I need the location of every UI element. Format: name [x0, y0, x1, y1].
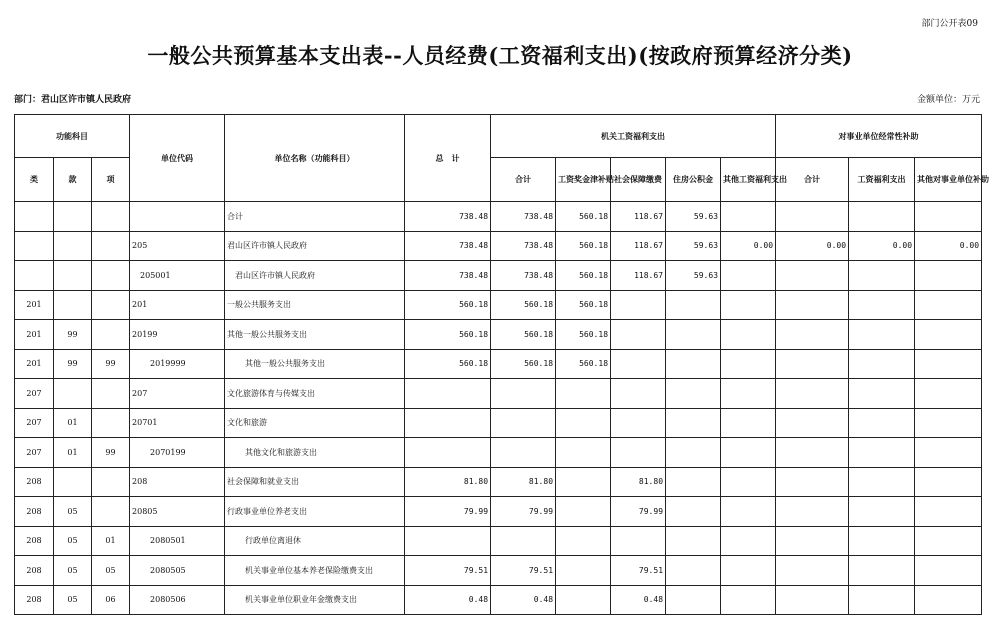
cell-subsidy-wage	[849, 467, 915, 497]
cell-subsidy-sum	[776, 290, 849, 320]
cell-lei: 208	[15, 585, 54, 615]
cell-xiang	[92, 261, 130, 291]
cell-unit-name: 合计	[225, 202, 405, 232]
cell-other-wage	[721, 526, 776, 556]
cell-wage-bonus: 560.18	[556, 202, 611, 232]
cell-lei: 207	[15, 438, 54, 468]
form-number: 部门公开表09	[921, 19, 978, 29]
cell-unit-code: 2080506	[130, 585, 225, 615]
cell-unit-code: 20199	[130, 320, 225, 350]
cell-housing-fund: 59.63	[666, 231, 721, 261]
cell-unit-name: 文化和旅游	[225, 408, 405, 438]
cell-unit-name: 君山区许市镇人民政府	[225, 231, 405, 261]
header-subsidy-other: 其他对事业单位补助	[915, 158, 982, 202]
header-unit-name: 单位名称（功能科目）	[225, 115, 405, 202]
cell-unit-name: 一般公共服务支出	[225, 290, 405, 320]
cell-subsidy-other	[915, 438, 982, 468]
cell-wage-bonus	[556, 556, 611, 586]
header-subsidy-group: 对事业单位经常性补助	[776, 115, 982, 158]
cell-other-wage	[721, 290, 776, 320]
cell-lei: 201	[15, 290, 54, 320]
cell-other-wage	[721, 379, 776, 409]
cell-subsidy-other	[915, 261, 982, 291]
cell-social-security	[611, 320, 666, 350]
header-unit-code: 单位代码	[130, 115, 225, 202]
cell-xiang	[92, 379, 130, 409]
cell-subsidy-sum	[776, 497, 849, 527]
cell-total: 0.48	[405, 585, 491, 615]
cell-kuan: 99	[54, 349, 92, 379]
cell-total: 738.48	[405, 261, 491, 291]
header-func-group: 功能科目	[15, 115, 130, 158]
cell-xiang: 99	[92, 349, 130, 379]
cell-unit-name: 机关事业单位职业年金缴费支出	[225, 585, 405, 615]
cell-unit-code	[130, 202, 225, 232]
cell-unit-code: 2080505	[130, 556, 225, 586]
table-row	[15, 408, 982, 438]
cell-subsidy-sum	[776, 585, 849, 615]
cell-subsidy-other	[915, 497, 982, 527]
cell-unit-name: 行政单位离退休	[225, 526, 405, 556]
cell-subsidy-other	[915, 556, 982, 586]
cell-subsidy-wage	[849, 261, 915, 291]
cell-agency-sum: 738.48	[491, 261, 556, 291]
cell-xiang	[92, 497, 130, 527]
table-row	[15, 379, 982, 409]
cell-subsidy-wage	[849, 408, 915, 438]
cell-unit-name: 文化旅游体育与传媒支出	[225, 379, 405, 409]
cell-unit-code: 20805	[130, 497, 225, 527]
cell-subsidy-other	[915, 526, 982, 556]
cell-housing-fund	[666, 438, 721, 468]
header-agency-group: 机关工资福利支出	[491, 115, 776, 158]
cell-subsidy-sum	[776, 467, 849, 497]
cell-subsidy-other	[915, 585, 982, 615]
cell-lei: 201	[15, 320, 54, 350]
cell-unit-code: 2019999	[130, 349, 225, 379]
cell-agency-sum: 79.51	[491, 556, 556, 586]
cell-social-security: 118.67	[611, 231, 666, 261]
department-label: 部门：君山区许市镇人民政府	[14, 95, 132, 105]
table-row	[15, 467, 982, 497]
cell-housing-fund	[666, 585, 721, 615]
header-kuan: 款	[54, 158, 92, 202]
cell-total: 560.18	[405, 290, 491, 320]
cell-housing-fund	[666, 379, 721, 409]
cell-other-wage	[721, 320, 776, 350]
cell-subsidy-sum	[776, 556, 849, 586]
cell-social-security: 118.67	[611, 261, 666, 291]
cell-wage-bonus	[556, 585, 611, 615]
cell-unit-name: 君山区许市镇人民政府	[225, 261, 405, 291]
header-xiang: 项	[92, 158, 130, 202]
cell-lei	[15, 231, 54, 261]
cell-housing-fund	[666, 408, 721, 438]
cell-wage-bonus: 560.18	[556, 349, 611, 379]
cell-lei	[15, 261, 54, 291]
cell-subsidy-wage	[849, 202, 915, 232]
cell-housing-fund: 59.63	[666, 202, 721, 232]
cell-subsidy-sum	[776, 349, 849, 379]
table-row	[15, 497, 982, 527]
cell-agency-sum	[491, 438, 556, 468]
table-row	[15, 320, 982, 350]
cell-housing-fund	[666, 497, 721, 527]
cell-other-wage	[721, 408, 776, 438]
cell-subsidy-other	[915, 408, 982, 438]
cell-lei: 207	[15, 379, 54, 409]
cell-wage-bonus	[556, 526, 611, 556]
cell-unit-name: 其他文化和旅游支出	[225, 438, 405, 468]
cell-housing-fund	[666, 467, 721, 497]
cell-housing-fund: 59.63	[666, 261, 721, 291]
cell-housing-fund	[666, 320, 721, 350]
table-row	[15, 231, 982, 261]
cell-total	[405, 438, 491, 468]
cell-unit-code: 205001	[130, 261, 225, 291]
amount-unit-label: 金额单位：万元	[916, 95, 980, 105]
cell-agency-sum: 560.18	[491, 349, 556, 379]
table-row	[15, 290, 982, 320]
cell-wage-bonus	[556, 438, 611, 468]
header-housing-fund: 住房公积金	[666, 158, 721, 202]
cell-agency-sum	[491, 526, 556, 556]
cell-agency-sum: 0.48	[491, 585, 556, 615]
cell-lei: 208	[15, 526, 54, 556]
cell-social-security	[611, 438, 666, 468]
cell-kuan: 01	[54, 438, 92, 468]
cell-other-wage	[721, 497, 776, 527]
cell-subsidy-wage	[849, 320, 915, 350]
cell-agency-sum: 738.48	[491, 202, 556, 232]
cell-subsidy-wage	[849, 556, 915, 586]
cell-kuan: 99	[54, 320, 92, 350]
cell-subsidy-other	[915, 467, 982, 497]
table-row	[15, 556, 982, 586]
cell-xiang	[92, 320, 130, 350]
header-social-security: 社会保障缴费	[611, 158, 666, 202]
cell-total: 81.80	[405, 467, 491, 497]
cell-lei: 208	[15, 467, 54, 497]
cell-unit-code: 20701	[130, 408, 225, 438]
cell-other-wage	[721, 556, 776, 586]
cell-social-security: 81.80	[611, 467, 666, 497]
cell-subsidy-sum	[776, 379, 849, 409]
cell-subsidy-wage	[849, 497, 915, 527]
budget-table	[14, 114, 990, 615]
cell-housing-fund	[666, 349, 721, 379]
cell-subsidy-other	[915, 349, 982, 379]
cell-social-security	[611, 290, 666, 320]
cell-subsidy-wage	[849, 290, 915, 320]
header-row-1	[15, 115, 982, 158]
cell-wage-bonus	[556, 408, 611, 438]
cell-wage-bonus	[556, 467, 611, 497]
cell-subsidy-sum	[776, 408, 849, 438]
cell-lei: 201	[15, 349, 54, 379]
cell-subsidy-wage	[849, 438, 915, 468]
table-row	[15, 526, 982, 556]
cell-subsidy-other	[915, 320, 982, 350]
cell-agency-sum: 560.18	[491, 320, 556, 350]
cell-total: 79.99	[405, 497, 491, 527]
cell-social-security	[611, 379, 666, 409]
cell-kuan	[54, 261, 92, 291]
cell-wage-bonus: 560.18	[556, 290, 611, 320]
cell-kuan: 05	[54, 556, 92, 586]
cell-other-wage	[721, 261, 776, 291]
cell-subsidy-wage	[849, 585, 915, 615]
cell-other-wage	[721, 585, 776, 615]
cell-subsidy-sum	[776, 526, 849, 556]
cell-subsidy-other	[915, 202, 982, 232]
cell-xiang: 06	[92, 585, 130, 615]
cell-social-security: 0.48	[611, 585, 666, 615]
cell-unit-code: 201	[130, 290, 225, 320]
cell-total: 560.18	[405, 349, 491, 379]
cell-unit-code: 207	[130, 379, 225, 409]
cell-unit-code: 205	[130, 231, 225, 261]
cell-wage-bonus: 560.18	[556, 231, 611, 261]
cell-kuan	[54, 231, 92, 261]
cell-other-wage: 0.00	[721, 231, 776, 261]
cell-subsidy-sum	[776, 320, 849, 350]
cell-xiang	[92, 231, 130, 261]
cell-wage-bonus	[556, 497, 611, 527]
header-other-wage: 其他工资福利支出	[721, 158, 776, 202]
cell-wage-bonus	[556, 379, 611, 409]
cell-unit-name: 机关事业单位基本养老保险缴费支出	[225, 556, 405, 586]
table-row	[15, 349, 982, 379]
cell-unit-name: 行政事业单位养老支出	[225, 497, 405, 527]
cell-social-security	[611, 526, 666, 556]
cell-total	[405, 408, 491, 438]
cell-social-security	[611, 349, 666, 379]
cell-kuan	[54, 290, 92, 320]
cell-unit-code: 2070199	[130, 438, 225, 468]
header-subsidy-sum: 合计	[776, 158, 849, 202]
cell-social-security: 79.51	[611, 556, 666, 586]
cell-subsidy-wage	[849, 379, 915, 409]
table-row	[15, 585, 982, 615]
cell-other-wage	[721, 349, 776, 379]
cell-subsidy-wage: 0.00	[849, 231, 915, 261]
cell-agency-sum: 81.80	[491, 467, 556, 497]
cell-social-security: 79.99	[611, 497, 666, 527]
cell-other-wage	[721, 467, 776, 497]
table-row	[15, 261, 982, 291]
cell-agency-sum	[491, 379, 556, 409]
cell-subsidy-other	[915, 379, 982, 409]
cell-social-security	[611, 408, 666, 438]
cell-subsidy-other	[915, 290, 982, 320]
cell-agency-sum: 738.48	[491, 231, 556, 261]
cell-total: 79.51	[405, 556, 491, 586]
cell-agency-sum: 560.18	[491, 290, 556, 320]
cell-lei: 208	[15, 497, 54, 527]
cell-xiang	[92, 408, 130, 438]
cell-kuan	[54, 379, 92, 409]
cell-lei: 208	[15, 556, 54, 586]
cell-xiang	[92, 467, 130, 497]
cell-xiang: 01	[92, 526, 130, 556]
header-subsidy-wage: 工资福利支出	[849, 158, 915, 202]
cell-total: 738.48	[405, 231, 491, 261]
cell-social-security: 118.67	[611, 202, 666, 232]
cell-unit-code: 2080501	[130, 526, 225, 556]
cell-xiang	[92, 290, 130, 320]
cell-housing-fund	[666, 290, 721, 320]
cell-kuan: 05	[54, 526, 92, 556]
cell-lei: 207	[15, 408, 54, 438]
cell-wage-bonus: 560.18	[556, 320, 611, 350]
cell-total	[405, 526, 491, 556]
cell-kuan: 05	[54, 585, 92, 615]
cell-total	[405, 379, 491, 409]
cell-agency-sum	[491, 408, 556, 438]
cell-kuan	[54, 202, 92, 232]
cell-lei	[15, 202, 54, 232]
cell-xiang: 05	[92, 556, 130, 586]
header-agency-sum: 合计	[491, 158, 556, 202]
cell-kuan	[54, 467, 92, 497]
cell-total: 738.48	[405, 202, 491, 232]
cell-subsidy-wage	[849, 526, 915, 556]
cell-unit-name: 其他一般公共服务支出	[225, 320, 405, 350]
table-row	[15, 202, 982, 232]
cell-other-wage	[721, 202, 776, 232]
cell-housing-fund	[666, 526, 721, 556]
cell-wage-bonus: 560.18	[556, 261, 611, 291]
cell-subsidy-sum	[776, 438, 849, 468]
cell-housing-fund	[666, 556, 721, 586]
cell-other-wage	[721, 438, 776, 468]
cell-xiang: 99	[92, 438, 130, 468]
cell-total: 560.18	[405, 320, 491, 350]
cell-subsidy-sum	[776, 202, 849, 232]
cell-agency-sum: 79.99	[491, 497, 556, 527]
header-wage-bonus: 工资奖金津补贴	[556, 158, 611, 202]
cell-xiang	[92, 202, 130, 232]
cell-unit-name: 社会保障和就业支出	[225, 467, 405, 497]
cell-subsidy-sum	[776, 261, 849, 291]
header-lei: 类	[15, 158, 54, 202]
page-title: 一般公共预算基本支出表--人员经费(工资福利支出)(按政府预算经济分类)	[147, 43, 853, 68]
header-total: 总 计	[405, 115, 491, 202]
cell-kuan: 05	[54, 497, 92, 527]
cell-subsidy-other: 0.00	[915, 231, 982, 261]
cell-subsidy-wage	[849, 349, 915, 379]
cell-unit-name: 其他一般公共服务支出	[225, 349, 405, 379]
cell-kuan: 01	[54, 408, 92, 438]
table-row	[15, 438, 982, 468]
cell-subsidy-sum: 0.00	[776, 231, 849, 261]
cell-unit-code: 208	[130, 467, 225, 497]
